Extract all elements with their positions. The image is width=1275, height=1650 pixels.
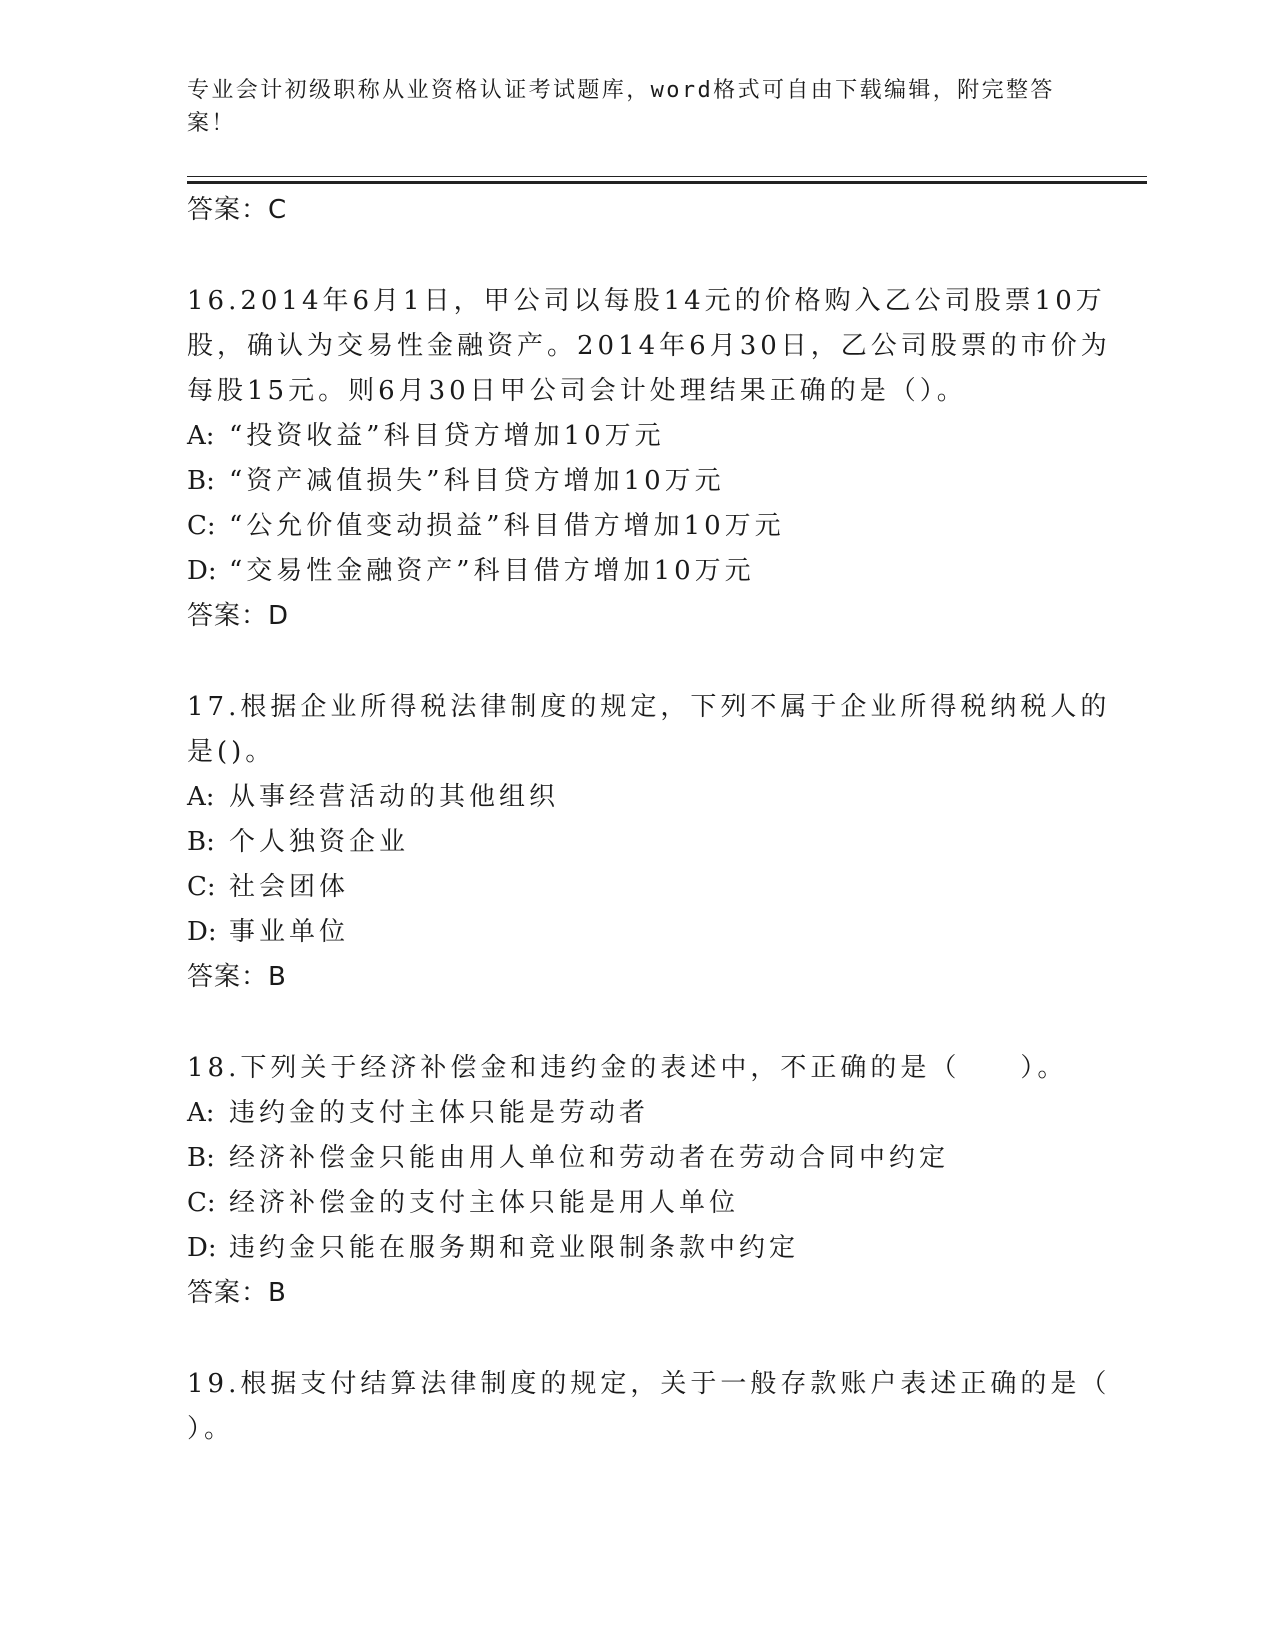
option-text: 违约金的支付主体只能是劳动者 bbox=[229, 1098, 650, 1128]
option-text: 个人独资企业 bbox=[229, 827, 410, 857]
question-16 bbox=[187, 279, 1111, 639]
option-label: D: bbox=[187, 917, 217, 947]
question-18 bbox=[187, 1046, 1087, 1316]
answer-16: 答案：D bbox=[187, 601, 290, 631]
option-text: “投资收益”科目贷方增加10万元 bbox=[229, 421, 665, 451]
question-content bbox=[187, 188, 1111, 1452]
option-label: A: bbox=[187, 421, 215, 451]
option-d bbox=[187, 910, 1087, 955]
option-label: B: bbox=[187, 827, 215, 857]
question-text-line: 16.2014年6月1日，甲公司以每股14元的价格购入乙公司股票10万 bbox=[187, 286, 1106, 316]
question-text-line: 19.根据支付结算法律制度的规定，关于一般存款账户表述正确的是（ bbox=[187, 1369, 1111, 1399]
option-text: 经济补偿金只能由用人单位和劳动者在劳动合同中约定 bbox=[229, 1143, 950, 1173]
option-text: 经济补偿金的支付主体只能是用人单位 bbox=[229, 1188, 740, 1218]
option-text: 从事经营活动的其他组织 bbox=[229, 782, 560, 812]
option-text: 事业单位 bbox=[229, 917, 350, 947]
question-17 bbox=[187, 685, 1111, 1000]
option-label: B: bbox=[187, 1143, 215, 1173]
question-text-line: 每股15元。则6月30日甲公司会计处理结果正确的是（）。 bbox=[187, 376, 967, 406]
page-header bbox=[187, 74, 1067, 140]
question-19 bbox=[187, 1362, 1111, 1452]
option-label: C: bbox=[187, 872, 216, 902]
question-text-line: 17.根据企业所得税法律制度的规定，下列不属于企业所得税纳税人的 bbox=[187, 692, 1111, 722]
answer-prev: 答案：C bbox=[187, 195, 288, 225]
option-b bbox=[187, 820, 1087, 865]
option-label: C: bbox=[187, 511, 216, 541]
option-a bbox=[187, 775, 1087, 820]
header-line-1: 专业会计初级职称从业资格认证考试题库，word格式可自由下载编辑，附完整答 bbox=[187, 78, 1055, 103]
option-a bbox=[187, 1091, 1087, 1136]
option-text: “资产减值损失”科目贷方增加10万元 bbox=[229, 466, 725, 496]
option-label: A: bbox=[187, 1098, 215, 1128]
header-rule-thick bbox=[187, 181, 1147, 184]
question-text-line: 18.下列关于经济补偿金和违约金的表述中，不正确的是（ ）。 bbox=[187, 1053, 1068, 1083]
question-text-line: ）。 bbox=[187, 1414, 235, 1444]
option-d bbox=[187, 549, 1087, 594]
option-text: 违约金只能在服务期和竞业限制条款中约定 bbox=[229, 1233, 800, 1263]
option-b bbox=[187, 459, 1087, 504]
option-label: D: bbox=[187, 1233, 217, 1263]
header-rule-thin bbox=[187, 176, 1147, 177]
option-label: C: bbox=[187, 1188, 216, 1218]
option-text: “交易性金融资产”科目借方增加10万元 bbox=[229, 556, 755, 586]
option-text: “公允价值变动损益”科目借方增加10万元 bbox=[229, 511, 785, 541]
answer-17: 答案：B bbox=[187, 962, 287, 992]
option-c bbox=[187, 1181, 1087, 1226]
header-line-2: 案！ bbox=[187, 111, 236, 136]
answer-18: 答案：B bbox=[187, 1278, 287, 1308]
option-label: D: bbox=[187, 556, 217, 586]
option-label: B: bbox=[187, 466, 215, 496]
option-c bbox=[187, 504, 1087, 549]
option-c bbox=[187, 865, 1087, 910]
option-text: 社会团体 bbox=[229, 872, 350, 902]
question-text-line: 是()。 bbox=[187, 737, 276, 767]
question-text-line: 股，确认为交易性金融资产。2014年6月30日，乙公司股票的市价为 bbox=[187, 331, 1111, 361]
option-d bbox=[187, 1226, 1087, 1271]
option-label: A: bbox=[187, 782, 215, 812]
option-a bbox=[187, 414, 1087, 459]
option-b bbox=[187, 1136, 1087, 1181]
